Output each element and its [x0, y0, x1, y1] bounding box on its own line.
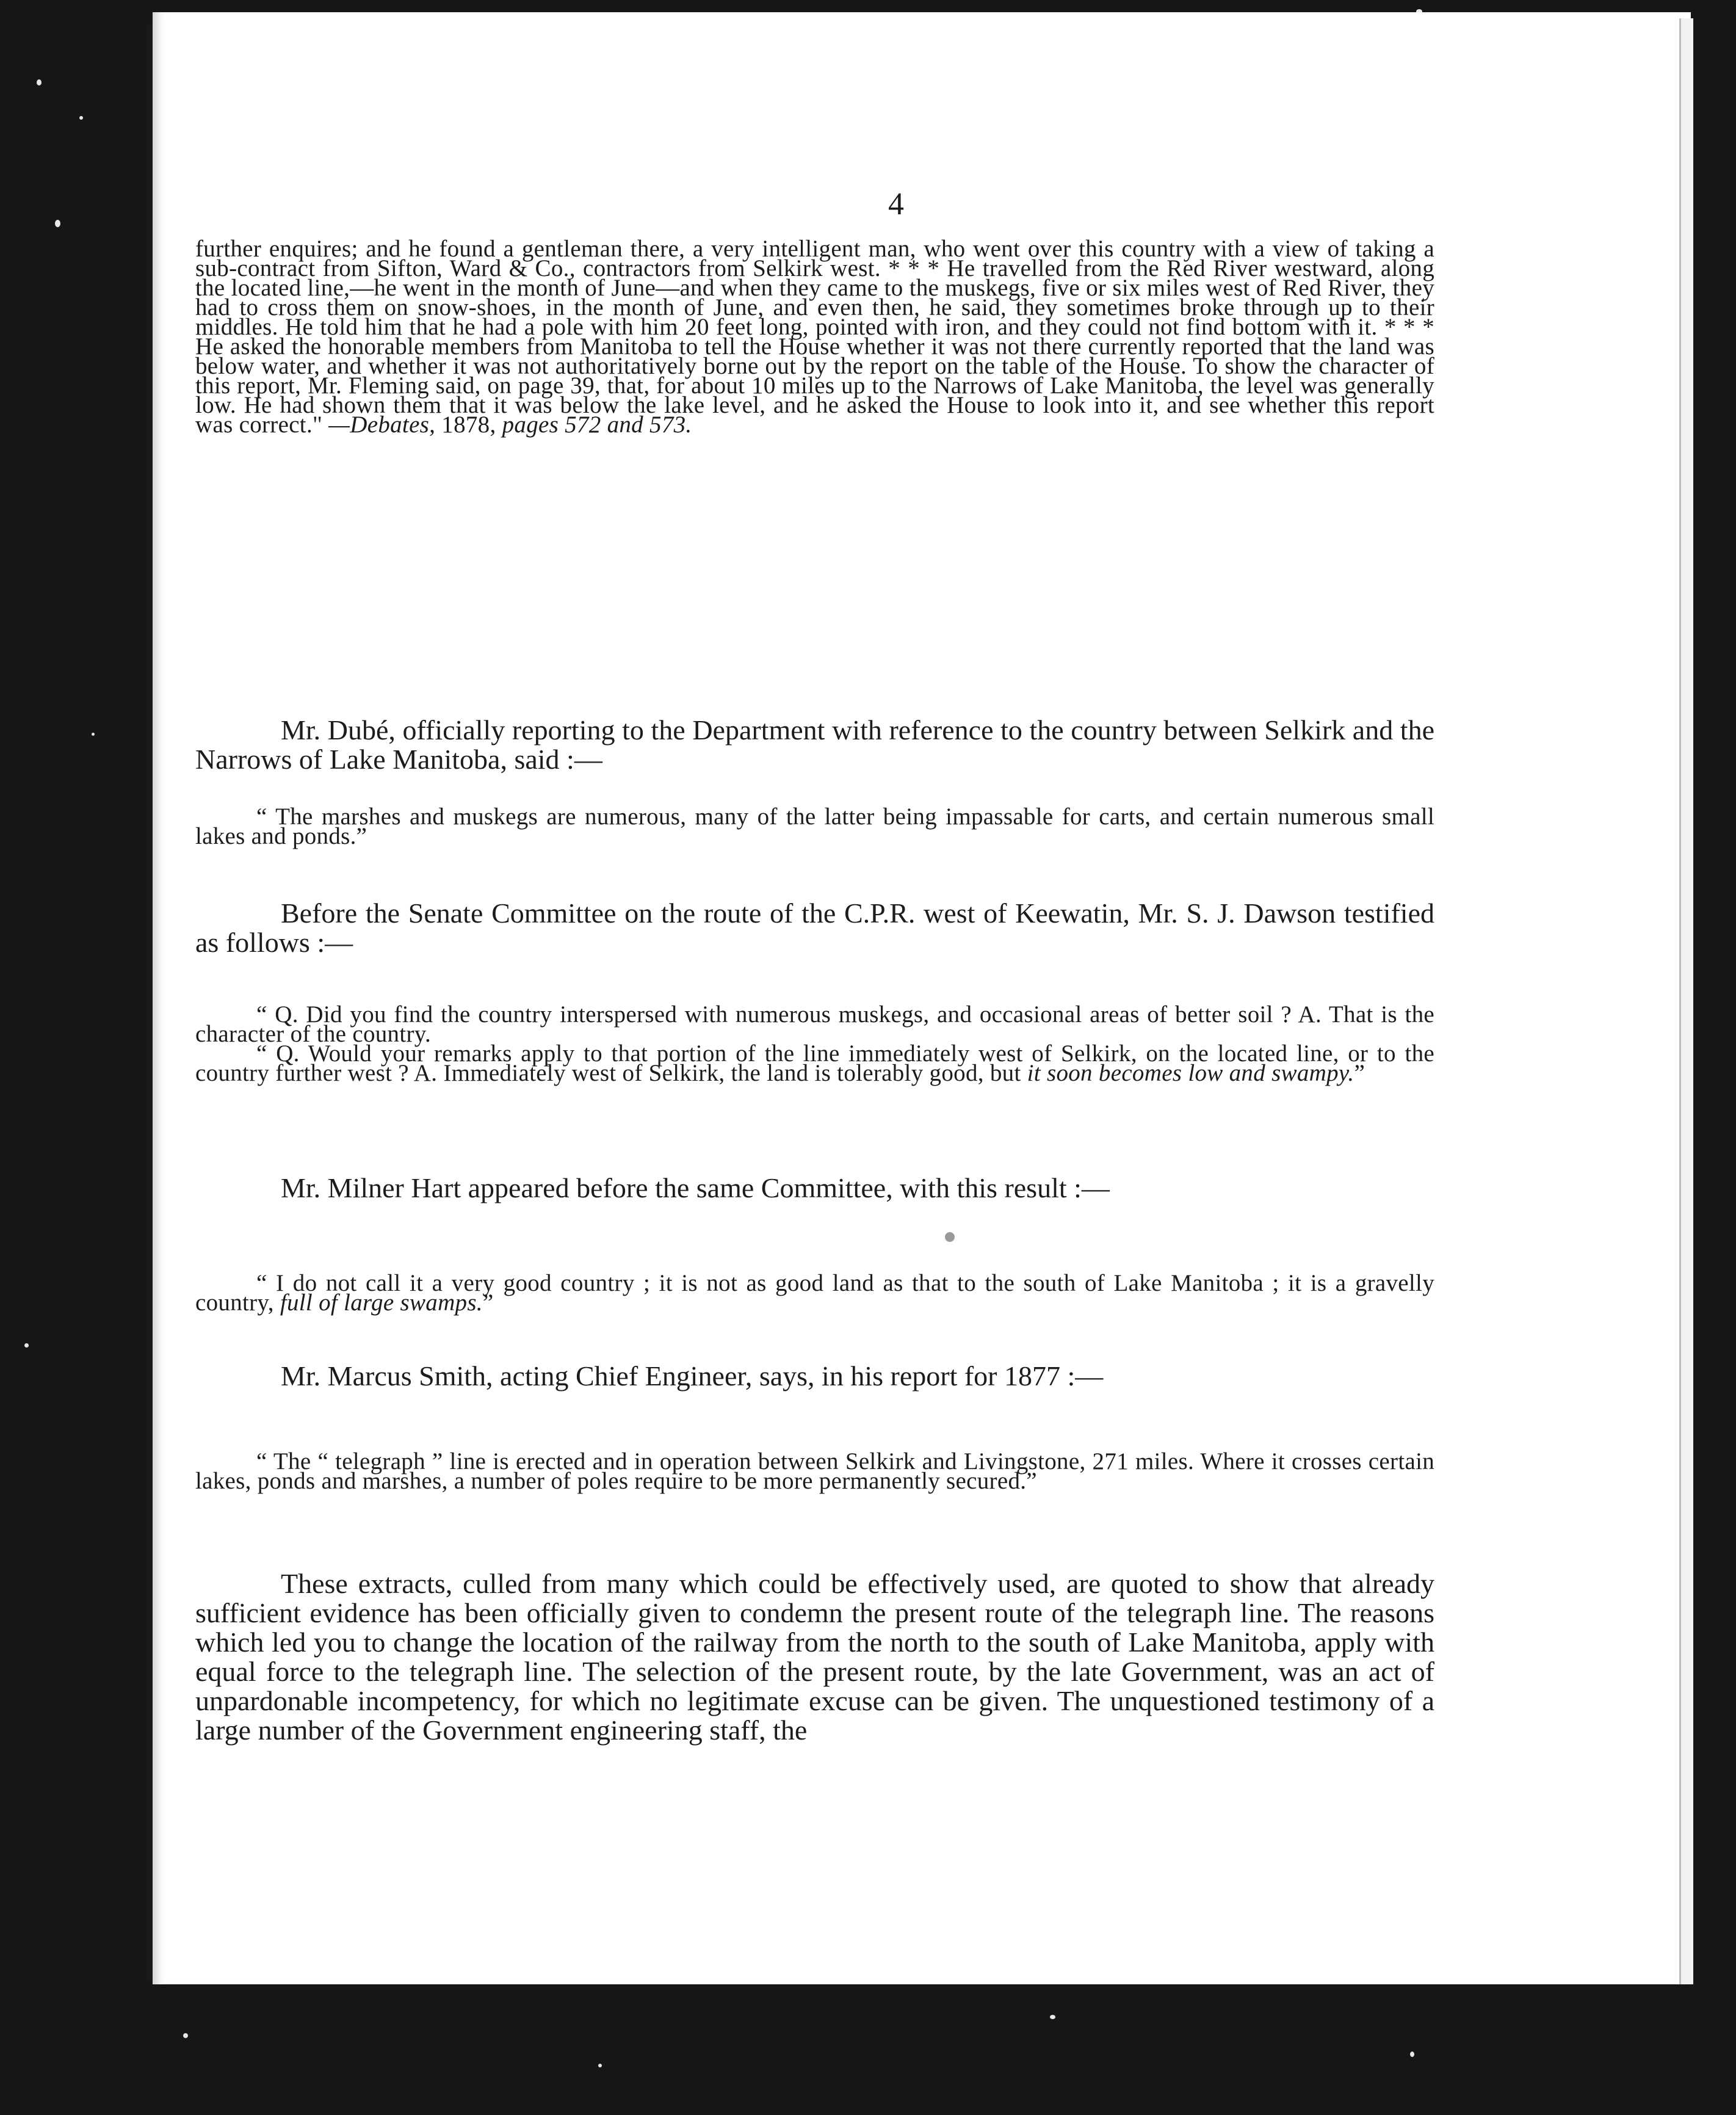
dawson-question-2-italic: it soon becomes low and swampy. [1027, 1060, 1354, 1086]
dawson-question-2-end: ” [1354, 1060, 1365, 1086]
dube-intro: Mr. Dubé, officially reporting to the Department with reference to the country between Selkirk and the Narrows of Lake Manitoba, said :— [195, 714, 1434, 775]
hart-quote-text: “ I do not call it a very good country ; it is not as good land as that to the south of Lake Manitoba ; it is a gravelly country, [195, 1270, 1434, 1316]
hart-quote [195, 1270, 1434, 1316]
debates-quote-block [195, 236, 1434, 438]
scan-speck [1410, 2052, 1414, 2057]
ink-speck [945, 1232, 955, 1242]
scan-border-bottom [0, 1981, 1736, 2115]
scan-speck [1050, 2015, 1055, 2019]
smith-intro: Mr. Marcus Smith, acting Chief Engineer, says, in his report for 1877 :— [281, 1360, 1104, 1391]
scan-speck [183, 2033, 188, 2038]
hart-quote-end: ” [482, 1290, 494, 1316]
scan-speck [79, 116, 83, 120]
hart-quote-italic: full of large swamps. [280, 1290, 483, 1316]
dawson-intro: Before the Senate Committee on the route of the C.P.R. west of Keewatin, Mr. S. J. Dawson testified as follows :— [195, 898, 1434, 958]
scan-speck [37, 79, 42, 85]
scan-speck [92, 733, 95, 736]
debates-quote-text: further enquires; and he found a gentleman there, a very intelligent man, who went over this country with a view of taking a sub-contract from Sifton, Ward & Co., contractors from Selkirk west. * * * He travelled from the Red River westward, along the located line,—he went in the month of June—and when they came to the muskegs, five or six miles west of Red River, they had to cross them on snow-shoes, in the month of June, and even then, he said, they sometimes broke through up to their middles. He told him that he had a pole with him 20 feet long, pointed with iron, and they could not find bottom with it. * * * He asked the honorable members from Manitoba to tell the House whether it was not there currently reported that the land was below water, and whether it was not authoritatively borne out by the report on the table of the House. To show the character of this report, Mr. Fleming said, on page 39, that, for about 10 miles up to the Narrows of Lake Manitoba, the level was generally low. He had shown them that it was below the lake level, and he asked the House to look into it, and see whether this report was correct." [195, 236, 1434, 438]
scan-speck [55, 220, 60, 227]
dube-quote: “ The marshes and muskegs are numerous, many of the latter being impassable for carts, and certain numerous small lakes and ponds.” [195, 804, 1434, 849]
debates-year: 1878, [441, 412, 496, 438]
dawson-question-2 [195, 1040, 1434, 1086]
smith-quote: “ The “ telegraph ” line is erected and in operation between Selkirk and Livingstone, 271 miles. Where it crosses certain lakes, ponds and marshes, a number of poles require to be more permanently secured.” [195, 1448, 1434, 1494]
scan-speck [598, 2064, 602, 2067]
facing-page-edge [1679, 18, 1693, 1984]
scan-speck [24, 1343, 29, 1348]
scan-border-left [0, 0, 146, 2115]
conclusion-paragraph: These extracts, culled from many which could be effectively used, are quoted to show that already sufficient evidence has been officially given to condemn the present route of the telegraph line. The reasons which led you to change the location of the railway from the north to the south of Lake Manitoba, apply with equal force to the telegraph line. The selection of the present route, by the late Government, was an act of unpardonable incompetency, for which no legitimate excuse can be given. The unquestioned testimony of a large number of the Government engineering staff, the [195, 1568, 1434, 1746]
dawson-testimony [195, 1001, 1434, 1086]
page-number: 4 [888, 187, 904, 222]
dawson-question-2-text: “ Q. Would your remarks apply to that portion of the line immediately west of Selkirk, on the located line, or to the country further west ? A. Immediately west of Selkirk, the land is tolerably good, but [195, 1040, 1434, 1086]
dawson-question-1: “ Q. Did you find the country interspersed with numerous muskegs, and occasional areas of better soil ? A. That is the character of the country. [195, 1001, 1434, 1047]
debates-citation: —Debates, [328, 412, 436, 438]
hart-intro: Mr. Milner Hart appeared before the same Committee, with this result :— [281, 1172, 1110, 1203]
debates-pages: pages 572 and 573. [502, 412, 692, 438]
scan-border-right [1693, 0, 1736, 2115]
